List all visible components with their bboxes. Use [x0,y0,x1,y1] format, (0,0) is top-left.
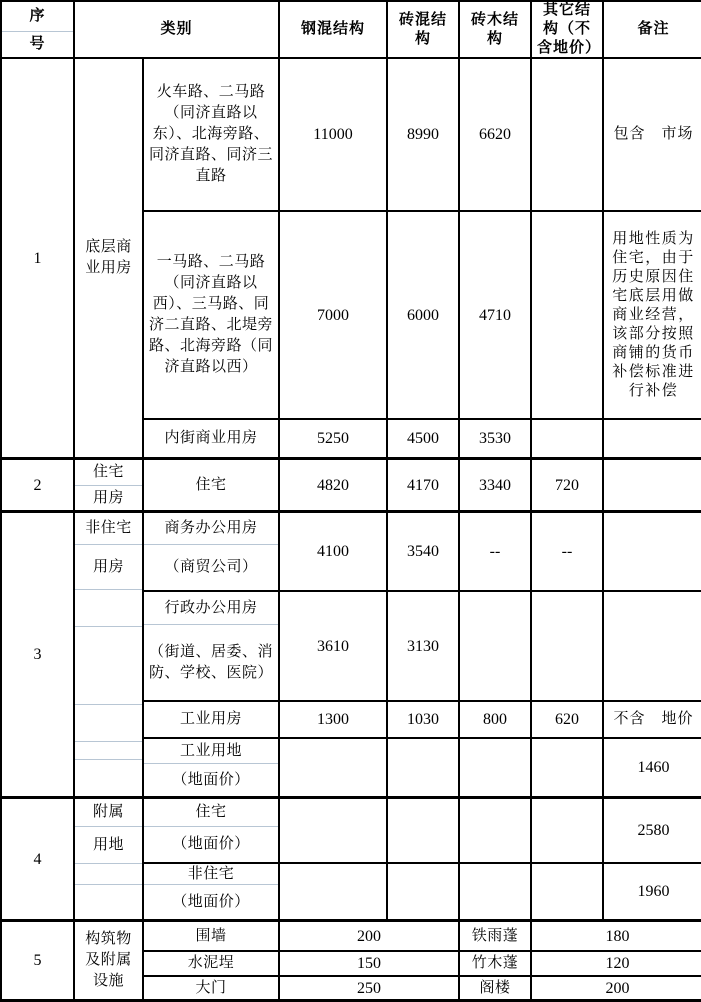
group4-row-a-other-empty [532,799,604,864]
group5-row-c-label-right: 阁楼 [460,977,532,999]
group1-row-b-brick-concrete: 6000 [388,212,460,420]
group5-no: 5 [2,922,75,999]
group1-row-c-label: 内街商业用房 [144,420,280,460]
group2-brick-concrete: 4170 [388,460,460,513]
group5-row-b-label-right: 竹木蓬 [460,952,532,977]
group4-row-a-brick-wood-empty [460,799,532,864]
group3-row-b-steel: 3610 [280,592,388,702]
group5-row-c-value-right: 200 [605,979,630,997]
group2-category-top: 住宅 [75,460,142,486]
group3-row-b-brick-wood-empty [460,592,532,702]
group3-row-b-brick-concrete: 3130 [388,592,460,702]
group1-category: 底层商业用房 [75,59,144,460]
group1-row-c-remark-empty [604,420,701,460]
group1-row-a-other-empty [532,59,604,212]
group3-row-b-remark-empty [604,592,701,702]
group5-row-b-value-right: 120 [532,952,701,977]
group5-row-a-label-right: 铁雨蓬 [460,922,532,952]
group3-row-c-steel: 1300 [280,702,388,739]
group3-row-d-remark: 1460 [604,739,701,799]
group3-row-d-label [144,739,280,799]
group3-row-d-brick-wood-empty [460,739,532,799]
header-brick-wood: 砖木结构 [460,2,532,59]
group5-row-a-value-left: 200 [280,922,460,952]
group3-row-b-label-bottom: （街道、居委、消防、学校、医院） [148,643,273,681]
group3-row-a-remark-empty [604,513,701,592]
group3-row-c-remark: 不含 地价 [604,702,701,739]
group4-row-b-brick-concrete-empty [388,864,460,922]
group3-row-d-label-bottom: （地面价） [172,771,250,788]
group5-row-a-value-right: 180 [532,922,701,952]
group1-row-c-brick-concrete: 4500 [388,420,460,460]
group3-row-a-label-bottom: （商贸公司） [164,559,258,575]
group4-row-b-remark: 1960 [604,864,701,922]
group4-category-bottom: 用地 [75,827,142,864]
group2-label: 住宅 [144,460,280,513]
group1-row-b-steel: 7000 [280,212,388,420]
group5-row-c-label-left: 大门 [144,977,280,999]
group3-category [75,513,144,799]
group4-category-top: 附属 [75,799,142,827]
group3-category-bottom: 用房 [75,545,142,590]
group1-row-a-brick-wood: 6620 [460,59,532,212]
group3-row-c-brick-concrete: 1030 [388,702,460,739]
group4-no: 4 [2,799,75,922]
header-other-structure: 其它结构（不含地价） [532,2,604,59]
group3-row-d-other-empty [532,739,604,799]
group5-row-a-label-left: 围墙 [144,922,280,952]
group4-row-a-label-top: 住宅 [144,799,278,827]
group4-row-b-label [144,864,280,922]
group1-row-b-brick-wood: 4710 [460,212,532,420]
header-seq [2,2,75,59]
group3-row-d-steel-empty [280,739,388,799]
group1-no: 1 [2,59,75,460]
group1-row-c-other-empty [532,420,604,460]
group4-row-b-label-bottom: （地面价） [172,893,250,910]
header-seq-bottom: 号 [29,36,46,52]
header-brick-concrete: 砖混结构 [388,2,460,59]
group3-row-a-label-top: 商务办公用房 [144,513,278,545]
group3-row-a-label [144,513,280,592]
group3-category-top: 非住宅 [75,513,142,545]
header-seq-top: 序 [2,2,73,32]
group3-row-b-other-empty [532,592,604,702]
group2-remark-empty [604,460,701,513]
group1-row-b-label: 一马路、二马路（同济直路以西）、三马路、同济二直路、北堤旁路、北海旁路（同济直路以西） [144,212,280,420]
group5-row-b-label-left: 水泥埕 [144,952,280,977]
group3-row-a-other: -- [532,513,604,592]
group4-row-a-brick-concrete-empty [388,799,460,864]
group3-row-c-brick-wood: 800 [460,702,532,739]
group3-row-b-label [144,592,280,702]
group2-category [75,460,144,513]
group1-row-b-remark: 用地性质为住宅，由于历史原因住宅底层用做商业经营，该部分按照商铺的货币补偿标准进行补偿 [604,212,701,420]
group3-row-c-other: 620 [532,702,604,739]
group2-steel: 4820 [280,460,388,513]
group1-row-a-remark: 包含 市场 [604,59,701,212]
group5-row-c-value-left: 250 [280,977,460,999]
group1-row-a-label: 火车路、二马路（同济直路以东）、北海旁路、同济直路、同济三直路 [144,59,280,212]
group2-brick-wood: 3340 [460,460,532,513]
group3-row-a-steel: 4100 [280,513,388,592]
group4-row-a-label [144,799,280,864]
group4-row-b-other-empty [532,864,604,922]
group5-row-b-value-left: 150 [280,952,460,977]
group5-category: 构筑物及附属设施 [75,922,144,999]
group1-row-a-brick-concrete: 8990 [388,59,460,212]
group3-row-b-label-top: 行政办公用房 [144,592,278,625]
group3-no: 3 [2,513,75,799]
group4-row-b-brick-wood-empty [460,864,532,922]
group1-row-c-steel: 5250 [280,420,388,460]
group2-no: 2 [2,460,75,513]
group3-row-d-brick-concrete-empty [388,739,460,799]
group1-row-b-other-empty [532,212,604,420]
header-category: 类别 [75,2,280,59]
group3-row-a-brick-wood: -- [460,513,532,592]
group1-row-c-brick-wood: 3530 [460,420,532,460]
group1-row-a-steel: 11000 [280,59,388,212]
group3-row-d-label-top: 工业用地 [144,739,278,764]
group4-row-b-steel-empty [280,864,388,922]
group2-category-bottom: 用房 [92,489,124,506]
header-remark: 备注 [604,2,701,59]
group4-row-a-steel-empty [280,799,388,864]
group4-row-b-label-top: 非住宅 [144,864,278,885]
group3-row-a-brick-concrete: 3540 [388,513,460,592]
group3-row-c-label: 工业用房 [144,702,280,739]
group2-other: 720 [532,460,604,513]
group4-row-a-label-bottom: （地面价） [172,836,250,852]
header-steel: 钢混结构 [280,2,388,59]
group4-row-a-remark: 2580 [604,799,701,864]
group4-category [75,799,144,922]
